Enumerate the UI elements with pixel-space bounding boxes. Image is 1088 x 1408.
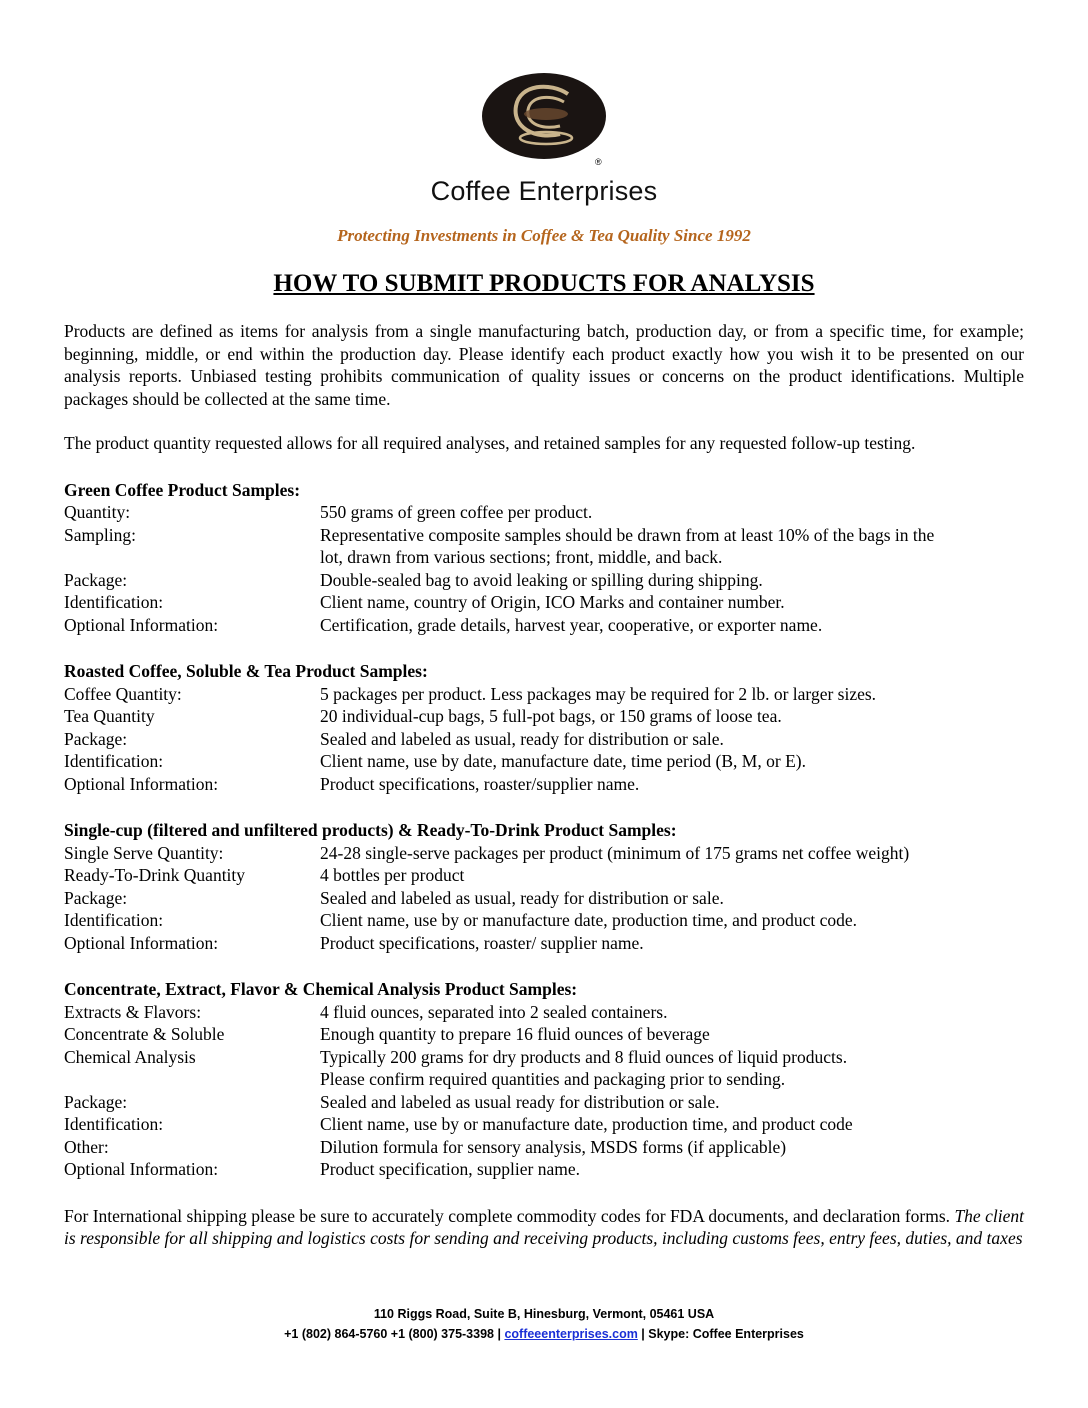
field-label: Package: xyxy=(64,1091,128,1112)
field-value xyxy=(320,1001,1024,1024)
field-value-line: Please confirm required quantities and packaging prior to sending. xyxy=(320,1069,786,1089)
field-row xyxy=(64,591,1024,614)
field-row xyxy=(64,1158,1024,1181)
field-label: Quantity: xyxy=(64,502,131,522)
field-value xyxy=(320,569,1024,592)
field-value-line: Product specifications, roaster/ supplier name. xyxy=(320,932,644,953)
field-value xyxy=(320,1091,1024,1114)
field-row xyxy=(64,750,1024,773)
intro-paragraph-1: Products are defined as items for analysis from a single manufacturing batch, production day, or from a specific time, for example; beginning, middle, or end within the production day. Please identify each product exactly how you wish it to be presented on our analysis reports. Unbiased testing prohibits communication of quality issues or concerns on the product identifications. Multiple packages should be collected at the same time. xyxy=(64,321,1024,409)
field-row xyxy=(64,842,1024,865)
field-value xyxy=(320,932,1024,955)
field-row xyxy=(64,524,1024,569)
field-row xyxy=(64,501,1024,524)
field-value xyxy=(320,614,1024,637)
page-title: HOW TO SUBMIT PRODUCTS FOR ANALYSIS xyxy=(273,270,815,297)
registered-mark: ® xyxy=(595,157,602,167)
field-row xyxy=(64,864,1024,887)
coffee-cup-c-logo-icon xyxy=(480,72,610,168)
field-value xyxy=(320,1136,1024,1159)
section xyxy=(64,660,1024,795)
field-value-line: Sealed and labeled as usual, ready for distribution or sale. xyxy=(320,728,724,749)
field-label: Optional Information: xyxy=(64,773,219,794)
field-value xyxy=(320,1046,1024,1091)
shipping-note-italic: The client is responsible for all shipping and logistics costs for sending and receiving products, including customs fees, entry fees, duties, and taxes xyxy=(64,1205,1024,1248)
field-value-line: 24-28 single-serve packages per product (minimum of 175 grams net coffee weight) xyxy=(320,842,910,863)
footer xyxy=(0,1304,1088,1344)
section xyxy=(64,819,1024,954)
field-row xyxy=(64,1023,1024,1046)
footer-phones: +1 (802) 864-5760 +1 (800) 375-3398 | xyxy=(284,1327,505,1341)
field-label: Coffee Quantity: xyxy=(64,683,182,704)
field-label: Package: xyxy=(64,887,128,908)
field-value-line: 4 bottles per product xyxy=(320,865,465,885)
field-label: Identification: xyxy=(64,1114,164,1134)
field-value-line: Client name, use by or manufacture date, production time, and product code. xyxy=(320,910,857,930)
field-value-line: Product specification, supplier name. xyxy=(320,1159,580,1179)
field-value-line: Dilution formula for sensory analysis, MSDS forms (if applicable) xyxy=(320,1136,787,1157)
field-row xyxy=(64,773,1024,796)
field-value xyxy=(320,1158,1024,1181)
field-row xyxy=(64,887,1024,910)
field-row xyxy=(64,1091,1024,1114)
field-value xyxy=(320,705,1024,728)
field-value xyxy=(320,909,1024,932)
field-value-line: 20 individual-cup bags, 5 full-pot bags, or 150 grams of loose tea. xyxy=(320,706,782,726)
field-label: Single Serve Quantity: xyxy=(64,842,224,863)
field-value-line: Double-sealed bag to avoid leaking or spilling during shipping. xyxy=(320,569,763,590)
field-value xyxy=(320,728,1024,751)
field-value xyxy=(320,501,1024,524)
field-value xyxy=(320,524,1024,569)
field-value-line: Sealed and labeled as usual ready for distribution or sale. xyxy=(320,1091,720,1112)
section-heading: Roasted Coffee, Soluble & Tea Product Samples: xyxy=(64,661,428,681)
field-value xyxy=(320,887,1024,910)
field-label: Package: xyxy=(64,569,128,590)
section-heading: Single-cup (filtered and unfiltered products) & Ready-To-Drink Product Samples: xyxy=(64,820,677,840)
field-value-line: lot, drawn from various sections; front, middle, and back. xyxy=(320,547,723,567)
field-value xyxy=(320,864,1024,887)
company-name: Coffee Enterprises xyxy=(430,176,658,206)
field-value xyxy=(320,1113,1024,1136)
field-value-line: 4 fluid ounces, separated into 2 sealed containers. xyxy=(320,1001,668,1022)
field-row xyxy=(64,1136,1024,1159)
intro-paragraph-2: The product quantity requested allows for all required analyses, and retained samples for any requested follow-up testing. xyxy=(64,433,916,453)
field-value-line: Client name, use by date, manufacture date, time period (B, M, or E). xyxy=(320,751,806,771)
field-row xyxy=(64,705,1024,728)
footer-address: 110 Riggs Road, Suite B, Hinesburg, Vermont, 05461 USA xyxy=(373,1307,715,1321)
field-label: Identification: xyxy=(64,592,164,612)
tagline: Protecting Investments in Coffee & Tea Quality Since 1992 xyxy=(337,226,751,245)
field-value-line: Client name, country of Origin, ICO Marks and container number. xyxy=(320,592,785,612)
field-label: Identification: xyxy=(64,751,164,771)
field-label: Package: xyxy=(64,728,128,749)
shipping-note xyxy=(64,1205,1024,1250)
field-label: Optional Information: xyxy=(64,614,219,635)
field-value xyxy=(320,750,1024,773)
website-link[interactable]: coffeeenterprises.com xyxy=(504,1327,638,1341)
field-value-line: Typically 200 grams for dry products and 8 fluid ounces of liquid products. xyxy=(320,1046,848,1067)
field-value xyxy=(320,773,1024,796)
field-row xyxy=(64,1113,1024,1136)
shipping-note-text: For International shipping please be sure to accurately complete commodity codes for FDA documents, and declaration forms. xyxy=(64,1205,955,1226)
field-label: Sampling: xyxy=(64,524,136,545)
field-value-line: Enough quantity to prepare 16 fluid ounces of beverage xyxy=(320,1024,710,1044)
footer-skype: | Skype: Coffee Enterprises xyxy=(637,1327,804,1341)
section xyxy=(64,978,1024,1181)
field-label: Chemical Analysis xyxy=(64,1046,196,1067)
document-body xyxy=(64,320,1024,1267)
section-heading: Concentrate, Extract, Flavor & Chemical Analysis Product Samples: xyxy=(64,979,578,999)
field-value-line: Client name, use by or manufacture date, production time, and product code xyxy=(320,1114,853,1134)
field-label: Concentrate & Soluble xyxy=(64,1024,225,1044)
field-row xyxy=(64,614,1024,637)
field-label: Optional Information: xyxy=(64,1159,219,1179)
field-value-line: Product specifications, roaster/supplier name. xyxy=(320,773,640,794)
field-row xyxy=(64,1001,1024,1024)
field-value xyxy=(320,1023,1024,1046)
field-label: Tea Quantity xyxy=(64,706,155,726)
field-value xyxy=(320,842,1024,865)
sample-sections xyxy=(64,479,1024,1181)
field-value xyxy=(320,683,1024,706)
field-row xyxy=(64,1046,1024,1091)
field-label: Extracts & Flavors: xyxy=(64,1001,202,1022)
field-row xyxy=(64,909,1024,932)
field-value xyxy=(320,591,1024,614)
section xyxy=(64,479,1024,637)
field-row xyxy=(64,569,1024,592)
field-label: Other: xyxy=(64,1136,109,1157)
footer-contact xyxy=(0,1324,1088,1344)
field-value-line: 5 packages per product. Less packages may be required for 2 lb. or larger sizes. xyxy=(320,683,877,704)
field-label: Ready-To-Drink Quantity xyxy=(64,865,246,885)
field-value-line: Representative composite samples should be drawn from at least 10% of the bags in the xyxy=(320,524,935,545)
field-label: Optional Information: xyxy=(64,932,219,953)
section-heading: Green Coffee Product Samples: xyxy=(64,479,301,500)
field-value-line: Certification, grade details, harvest year, cooperative, or exporter name. xyxy=(320,614,823,635)
field-row xyxy=(64,728,1024,751)
field-label: Identification: xyxy=(64,910,164,930)
field-row xyxy=(64,932,1024,955)
field-value-line: 550 grams of green coffee per product. xyxy=(320,502,593,522)
field-row xyxy=(64,683,1024,706)
field-value-line: Sealed and labeled as usual, ready for distribution or sale. xyxy=(320,887,724,908)
